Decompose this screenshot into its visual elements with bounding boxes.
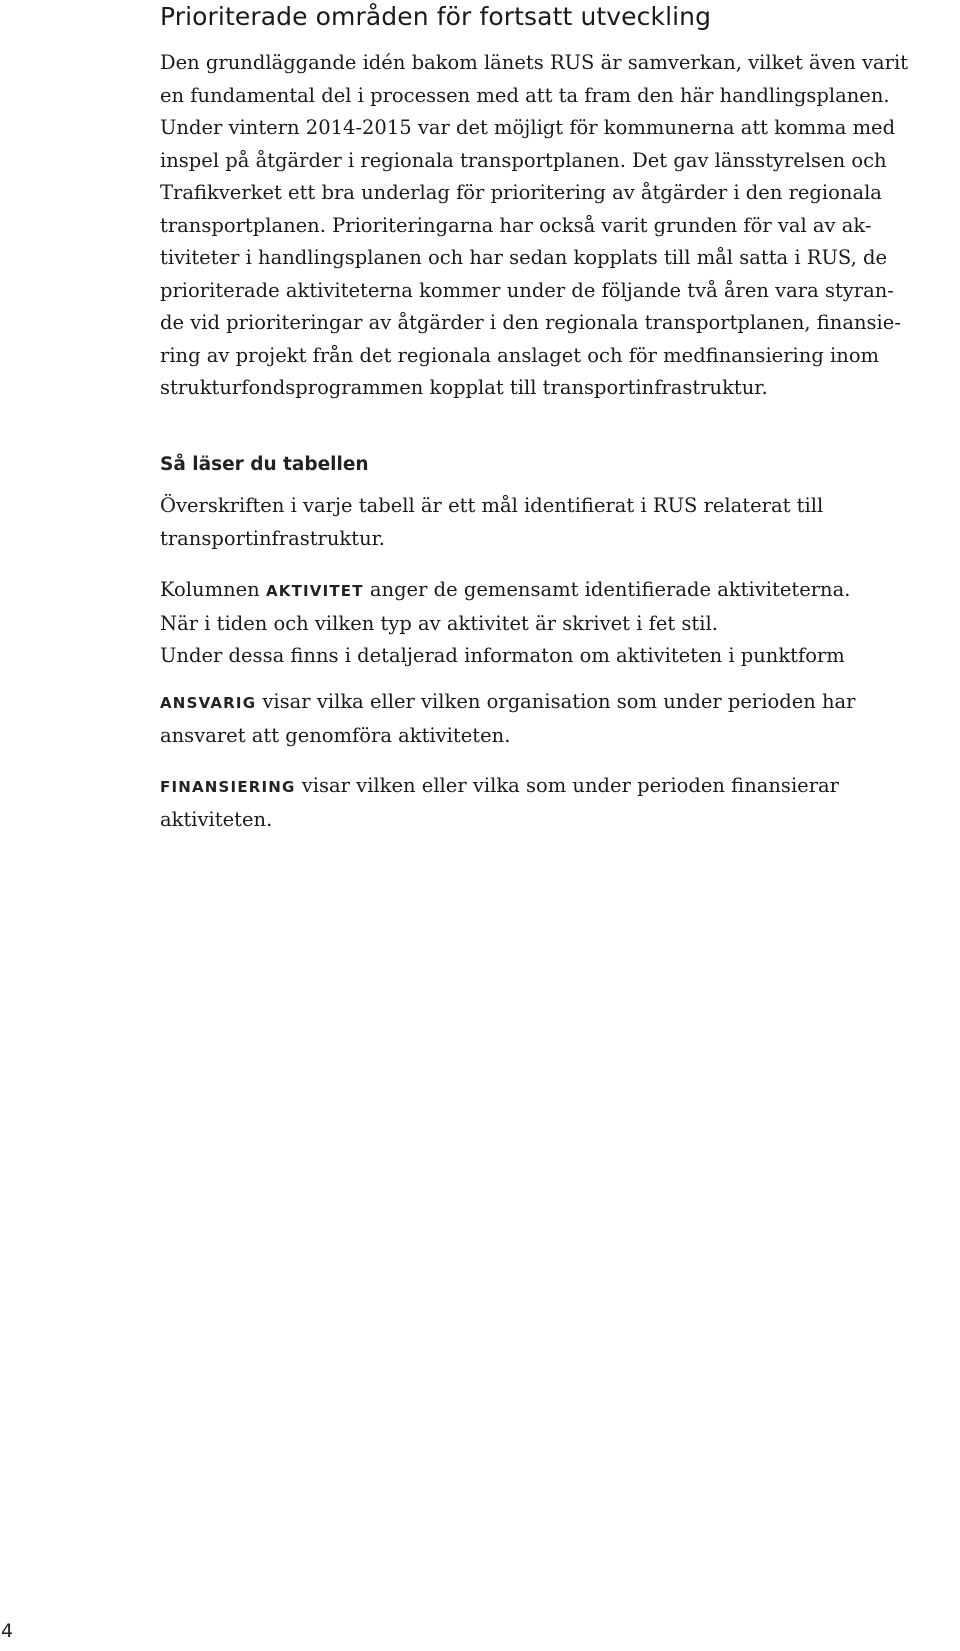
paragraph-line — [160, 574, 850, 608]
paragraph-line: När i tiden och vilken typ av aktivitet är skrivet i fet stil. — [160, 611, 718, 635]
intro-line: tiviteter i handlingsplanen och har sedan kopplats till mål satta i RUS, de — [160, 246, 888, 269]
section-heading: Så läser du tabellen — [160, 454, 369, 475]
intro-line: prioriterade aktiviteterna kommer under de följande två åren vara styran- — [160, 278, 894, 302]
intro-line: transportplanen. Prioriteringarna har också varit grunden för val av ak- — [160, 213, 872, 237]
intro-line: Under vintern 2014-2015 var det möjligt för kommunerna att komma med — [160, 116, 896, 139]
activity-label: AKTIVITET — [265, 582, 364, 600]
intro-paragraph — [160, 47, 950, 405]
paragraph-line — [160, 770, 839, 804]
finansiering-text: visar vilken eller vilka som under perioden finansierar — [295, 774, 839, 797]
activity-text: anger de gemensamt identifierade aktiviteterna. — [363, 578, 851, 601]
paragraph-line: transportinfrastruktur. — [160, 526, 386, 550]
paragraph-line: aktiviteten. — [160, 807, 273, 831]
paragraph-line: Överskriften i varje tabell är ett mål identifierat i RUS relaterat till — [160, 494, 824, 517]
page-number: 4 — [1, 1620, 14, 1642]
intro-line: de vid prioriteringar av åtgärder i den regionala transportplanen, finansie- — [160, 311, 901, 334]
intro-line: Trafikverket ett bra underlag för prioritering av åtgärder i den regionala — [160, 181, 882, 204]
ansvarig-label: ANSVARIG — [160, 694, 257, 712]
ansvarig-text: visar vilka eller vilken organisation som under perioden har — [256, 690, 856, 713]
activity-paragraph — [160, 574, 850, 673]
table-heading-paragraph — [160, 490, 823, 555]
intro-line: strukturfondsprogrammen kopplat till transportinfrastruktur. — [160, 376, 768, 399]
intro-line: inspel på åtgärder i regionala transportplanen. Det gav länsstyrelsen och — [160, 148, 887, 172]
intro-line: en fundamental del i processen med att ta fram den här handlingsplanen. — [160, 83, 890, 107]
paragraph-line: ansvaret att genomföra aktiviteten. — [160, 723, 511, 747]
finansiering-label: FINANSIERING — [160, 778, 296, 796]
finansiering-paragraph — [160, 770, 839, 836]
intro-line: ring av projekt från det regionala anslaget och för medfinansiering inom — [160, 343, 880, 367]
paragraph-line — [160, 686, 856, 720]
page-title: Prioriterade områden för fortsatt utveckling — [160, 2, 712, 31]
ansvarig-paragraph — [160, 686, 856, 752]
intro-line: Den grundläggande idén bakom länets RUS är samverkan, vilket även varit — [160, 51, 909, 74]
paragraph-line: Under dessa finns i detaljerad informaton om aktiviteten i punktform — [160, 644, 845, 667]
activity-prefix: Kolumnen — [160, 578, 266, 601]
